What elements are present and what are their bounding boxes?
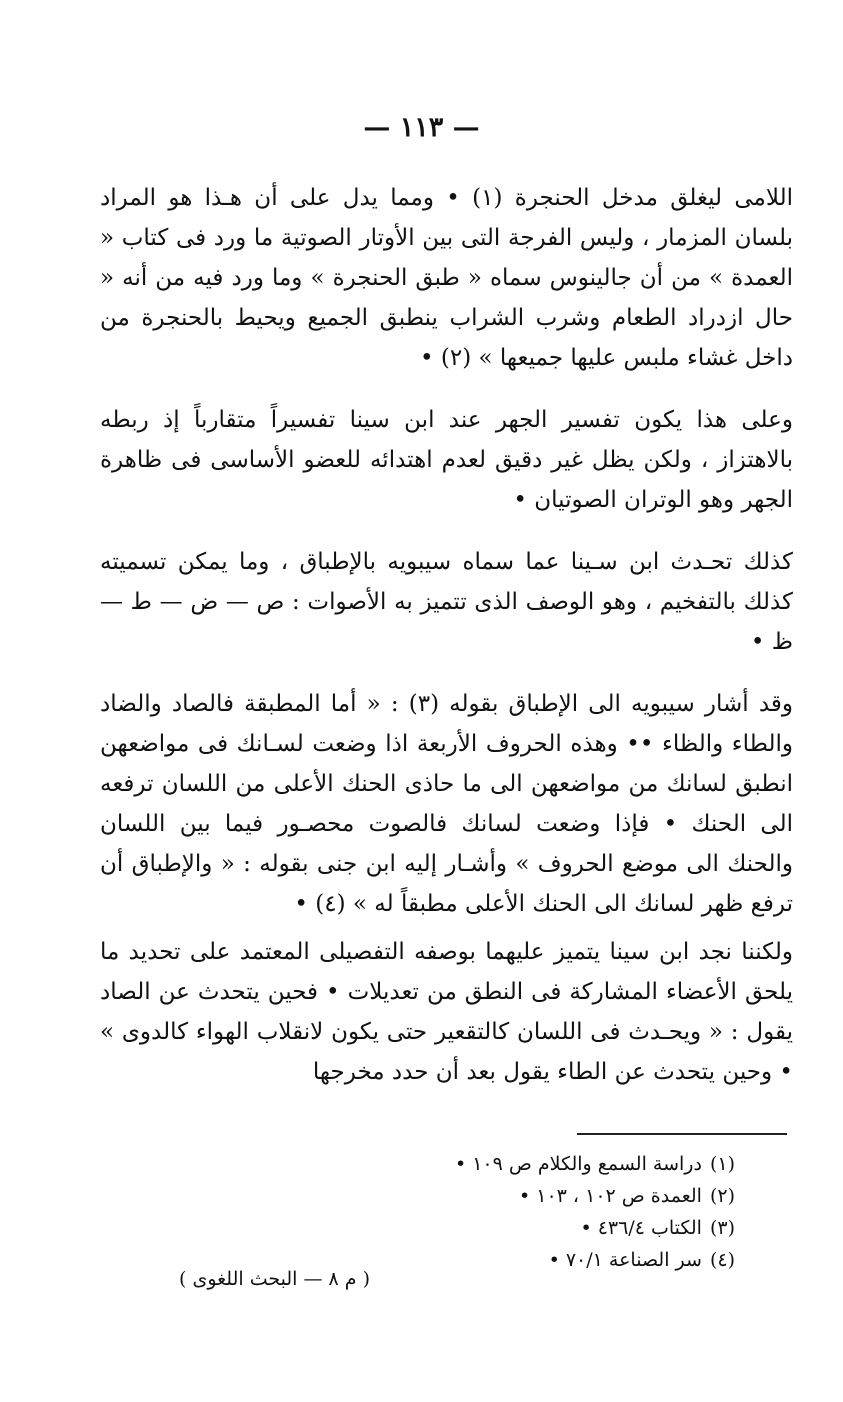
body-text [100, 178, 793, 1100]
footnote-divider [577, 1133, 787, 1135]
footnote-1 [330, 1148, 735, 1180]
footnote-number: (١) [709, 1153, 735, 1175]
footnote-text: الكتاب ٤٣٦/٤ • [580, 1217, 702, 1239]
footnote-number: (٤) [709, 1249, 735, 1271]
page-number: — ١١٣ — [363, 112, 480, 143]
footnote-text: سر الصناعة ٧٠/١ • [548, 1249, 702, 1271]
footnotes [330, 1148, 735, 1276]
footnote-text: دراسة السمع والكلام ص ١٠٩ • [454, 1153, 702, 1175]
paragraph-3: كذلك تحـدث ابن سـينا عما سماه سيبويه بالإطباق ، وما يمكن تسميته كذلك بالتفخيم ، وهو الوصف الذى تتميز به الأصوات : ص — ض — ط — ظ • [100, 549, 793, 655]
footnote-number: (٣) [709, 1217, 735, 1239]
footnote-number: (٢) [709, 1185, 735, 1207]
paragraph-5: ولكننا نجد ابن سينا يتميز عليهما بوصفه التفصيلى المعتمد على تحديد ما يلحق الأعضاء المشاركة فى النطق من تعديلات • فحين يتحدث عن الصاد يقول : « ويحـدث فى اللسان كالتقعير حتى يكون لانقلاب الهواء كالدوى » • وحين يتحدث عن الطاء يقول بعد أن حدد مخرجها [100, 939, 793, 1085]
footnote-2 [330, 1180, 735, 1212]
footnote-3 [330, 1212, 735, 1244]
footnote-text: العمدة ص ١٠٢ ، ١٠٣ • [519, 1185, 702, 1207]
paragraph-2: وعلى هذا يكون تفسير الجهر عند ابن سينا تفسيراً متقارباً إذ ربطه بالاهتزاز ، ولكن يظل غير دقيق لعدم اهتدائه للعضو الأساسى فى ظاهرة الجهر وهو الوتران الصوتيان • [100, 407, 793, 513]
paragraph-4: وقد أشار سيبويه الى الإطباق بقوله (٣) : « أما المطبقة فالصاد والضاد والطاء والظاء •• وهذه الحروف الأربعة اذا وضعت لسـانك فى مواضعهن انطبق لسانك من مواضعهن الى ما حاذى الحنك الأعلى من اللسان ترفعه الى الحنك • فإذا وضعت لسانك فالصوت محصـور فيما بين اللسان والحنك الى موضع الحروف » وأشـار إليه ابن جنى بقوله : « والإطباق أن ترفع ظهر لسانك الى الحنك الأعلى مطبقاً له » (٤) • [100, 691, 793, 917]
footnote-4 [330, 1244, 735, 1276]
chapter-signature-mark: ( م ٨ — البحث اللغوى ) [179, 1268, 370, 1290]
paragraph-1: اللامى ليغلق مدخل الحنجرة (١) • ومما يدل على أن هـذا هو المراد بلسان المزمار ، وليس الفرجة التى بين الأوتار الصوتية ما ورد فى كتاب « العمدة » من أن جالينوس سماه « طبق الحنجرة » وما ورد فيه من أنه « حال ازدراد الطعام وشرب الشراب ينطبق الجميع ويحيط بالحنجرة من داخل غشاء ملبس عليها جميعها » (٢) • [100, 185, 793, 371]
